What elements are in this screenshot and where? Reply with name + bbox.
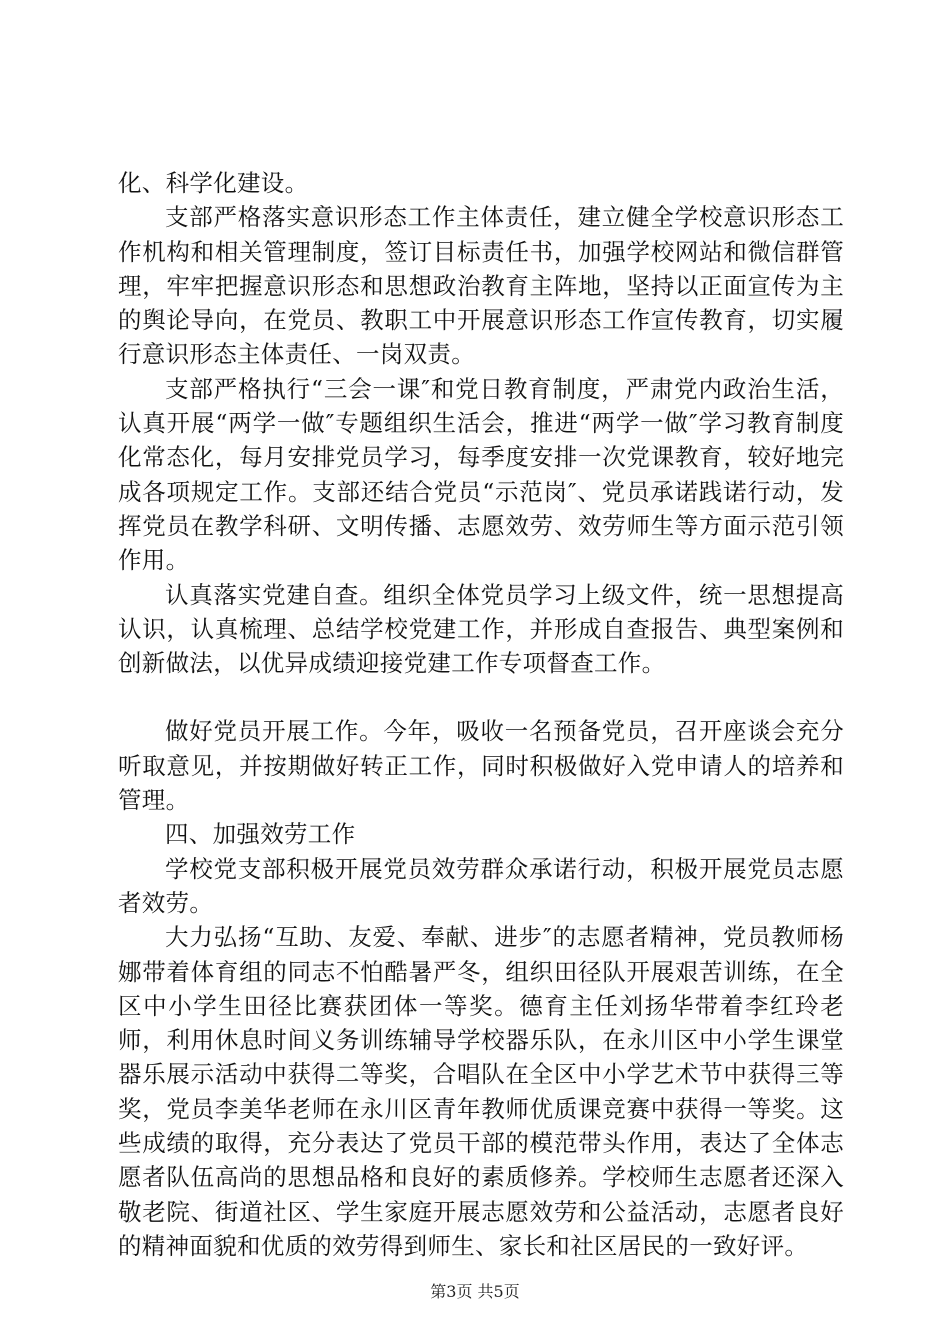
paragraph-member-development: 做好党员开展工作。今年，吸收一名预备党员，召开座谈会充分听取意见，并按期做好转正工作，同时积极做好入党申请人的培养和管理。 [118,717,844,815]
paragraph-self-inspection: 认真落实党建自查。组织全体党员学习上级文件，统一思想提高认识，认真梳理、总结学校党建工作，并形成自查报告、典型案例和创新做法，以优异成绩迎接党建工作专项督查工作。 [118,580,844,678]
paragraph-continuation: 化、科学化建设。 [118,169,309,197]
paragraph-ideology-responsibility: 支部严格落实意识形态工作主体责任，建立健全学校意识形态工作机构和相关管理制度，签订目标责任书，加强学校网站和微信群管理，牢牢把握意识形态和思想政治教育主阵地，坚持以正面宣传为主的舆论导向，在党员、教职工中开展意识形态工作宣传教育，切实履行意识形态主体责任、一岗双责。 [118,203,844,369]
document-body [118,166,844,1263]
page-number-footer: 第3页 共5页 [430,1282,520,1301]
paragraph-party-meetings: 支部严格执行“三会一课″和党日教育制度，严肃党内政治生活，认真开展“两学一做″专题组织生活会，推进“两学一做″学习教育制度化常态化，每月安排党员学习，每季度安排一次党课教育，较好地完成各项规定工作。支部还结合党员“示范岗″、党员承诺践诺行动，发挥党员在教学科研、文明传播、志愿效劳、效劳师生等方面示范引领作用。 [118,374,844,575]
paragraph-service-commitment: 学校党支部积极开展党员效劳群众承诺行动，积极开展党员志愿者效劳。 [118,854,844,917]
paragraph-volunteer-spirit: 大力弘扬“互助、友爱、奉献、进步″的志愿者精神，党员教师杨娜带着体育组的同志不怕酷暑严冬，组织田径队开展艰苦训练，在全区中小学生田径比赛获团体一等奖。德育主任刘扬华带着李红玲老师，利用休息时间义务训练辅导学校器乐队，在永川区中小学生课堂器乐展示活动中获得二等奖，合唱队在全区中小学艺术节中获得三等奖，党员李美华老师在永川区青年教师优质课竞赛中获得一等奖。这些成绩的取得，充分表达了党员干部的模范带头作用，表达了全体志愿者队伍高尚的思想品格和良好的素质修养。学校师生志愿者还深入敬老院、街道社区、学生家庭开展志愿效劳和公益活动，志愿者良好的精神面貌和优质的效劳得到师生、家长和社区居民的一致好评。 [118,923,844,1260]
section-heading-service: 四、加强效劳工作 [165,820,356,849]
